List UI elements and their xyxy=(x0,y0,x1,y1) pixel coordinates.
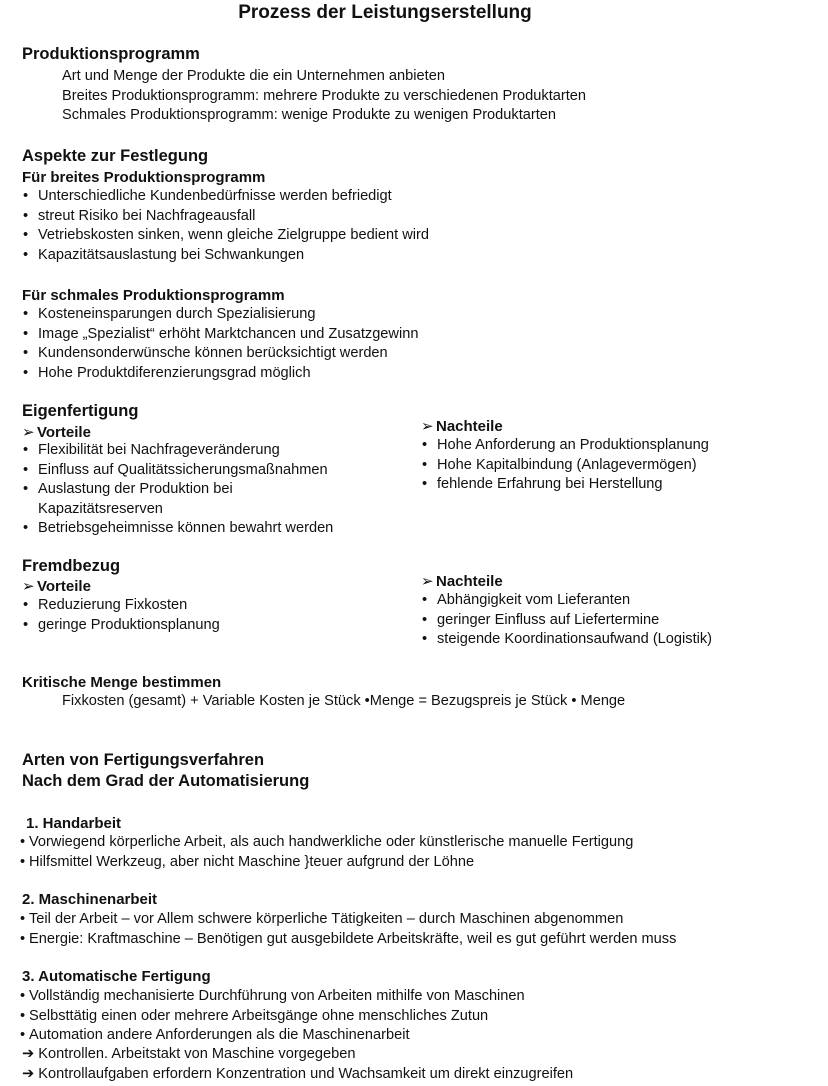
nachteile-label: ➢ Nachteile xyxy=(421,573,503,590)
list-item: • Vollständig mechanisierte Durchführung von Arbeiten mithilfe von Maschinen xyxy=(20,987,525,1007)
produktionsprogramm-definitions xyxy=(62,67,586,126)
arrow-item: ➔ Kontrollaufgaben erfordern Konzentration und Wachsamkeit um direkt einzugreifen xyxy=(22,1065,574,1082)
list-item: • steigende Koordinationsaufwand (Logistik) xyxy=(421,630,712,650)
list-item: • Energie: Kraftmaschine – Benötigen gut ausgebildete Arbeitskräfte, weil es gut geführt werden muss xyxy=(20,930,676,950)
list-fremd-vorteile xyxy=(22,596,220,635)
list-item: • Flexibilität bei Nachfrageveränderung xyxy=(22,441,382,461)
list-item: • Automation andere Anforderungen als die Maschinenarbeit xyxy=(20,1026,525,1046)
definition-line: Breites Produktionsprogramm: mehrere Produkte zu verschiedenen Produktarten xyxy=(62,87,587,104)
definition-line: Art und Menge der Produkte die ein Unternehmen anbieten xyxy=(62,68,445,84)
list-item: • Kapazitätsauslastung bei Schwankungen xyxy=(22,246,429,266)
arrowhead-icon: ➢ xyxy=(22,578,35,595)
list-item: • Hilfsmittel Werkzeug, aber nicht Maschine }teuer aufgrund der Löhne xyxy=(20,853,633,873)
arrowhead-icon: ➢ xyxy=(421,573,434,590)
subheading-maschinenarbeit: 2. Maschinenarbeit xyxy=(22,891,158,908)
arrowhead-icon: ➢ xyxy=(22,424,35,441)
list-item: • fehlende Erfahrung bei Herstellung xyxy=(421,475,709,495)
list-item: • geringer Einfluss auf Liefertermine xyxy=(421,611,712,631)
list-item: • Abhängigkeit vom Lieferanten xyxy=(421,591,712,611)
list-schmal xyxy=(22,305,418,383)
list-item: • Hohe Kapitalbindung (Anlagevermögen) xyxy=(421,456,709,476)
arrow-list-automatisch xyxy=(22,1045,573,1084)
list-item: • Betriebsgeheimnisse können bewahrt werden xyxy=(22,519,382,539)
definition-line: Schmales Produktionsprogramm: wenige Produkte zu wenigen Produktarten xyxy=(62,107,557,124)
section-heading-aspekte: Aspekte zur Festlegung xyxy=(22,147,209,165)
subheading-schmal: Für schmales Produktionsprogramm xyxy=(22,287,285,304)
section-heading-produktionsprogramm: Produktionsprogramm xyxy=(22,45,200,63)
list-item: • streut Risiko bei Nachfrageausfall xyxy=(22,207,429,227)
list-item: • Vorwiegend körperliche Arbeit, als auch handwerkliche oder künstlerische manuelle Fertigung xyxy=(20,833,633,853)
list-item: • Einfluss auf Qualitätssicherungsmaßnahmen xyxy=(22,461,382,481)
section-heading-fremdbezug: Fremdbezug xyxy=(22,557,121,575)
list-item: • Auslastung der Produktion bei Kapazitätsreserven xyxy=(22,480,278,519)
list-item: • Image „Spezialist“ erhöht Marktchancen und Zusatzgewinn xyxy=(22,325,418,345)
list-handarbeit xyxy=(20,833,633,872)
list-item: • geringe Produktionsplanung xyxy=(22,616,220,636)
arrow-right-icon: ➔ xyxy=(22,1046,35,1062)
list-item: • Unterschiedliche Kundenbedürfnisse werden befriedigt xyxy=(22,187,429,207)
list-item: • Selbsttätig einen oder mehrere Arbeitsgänge ohne menschliches Zutun xyxy=(20,1007,525,1027)
list-item: • Kosteneinsparungen durch Spezialisierung xyxy=(22,305,418,325)
list-item: • Vetriebskosten sinken, wenn gleiche Zielgruppe bedient wird xyxy=(22,226,429,246)
subheading-breit: Für breites Produktionsprogramm xyxy=(22,169,266,186)
subheading-automatisch: 3. Automatische Fertigung xyxy=(22,968,211,985)
list-maschinenarbeit xyxy=(20,910,676,949)
section-heading-arten: Arten von Fertigungsverfahren xyxy=(22,751,265,769)
list-item: • Kundensonderwünsche können berücksichtigt werden xyxy=(22,344,418,364)
list-item: • Hohe Produktdiferenzierungsgrad möglich xyxy=(22,364,418,384)
arrowhead-icon: ➢ xyxy=(421,418,434,435)
list-eigen-nachteile xyxy=(421,436,709,495)
subheading-handarbeit: 1. Handarbeit xyxy=(26,815,122,832)
list-fremd-nachteile xyxy=(421,591,712,650)
subheading-kritische-menge: Kritische Menge bestimmen xyxy=(22,674,222,691)
arrow-right-icon: ➔ xyxy=(22,1065,35,1082)
list-eigen-vorteile xyxy=(22,441,382,539)
vorteile-label: ➢ Vorteile xyxy=(22,424,91,441)
section-subheading-automatisierung: Nach dem Grad der Automatisierung xyxy=(22,772,310,790)
section-heading-eigenfertigung: Eigenfertigung xyxy=(22,402,139,420)
nachteile-label: ➢ Nachteile xyxy=(421,418,503,435)
arrow-item: ➔ Kontrollen. Arbeitstakt von Maschine vorgegeben xyxy=(22,1046,356,1062)
page-title: Prozess der Leistungserstellung xyxy=(238,2,532,23)
list-item: • Hohe Anforderung an Produktionsplanung xyxy=(421,436,709,456)
list-item: • Reduzierung Fixkosten xyxy=(22,596,220,616)
list-item: • Teil der Arbeit – vor Allem schwere körperliche Tätigkeiten – durch Maschinen abgenommen xyxy=(20,910,676,930)
list-breit xyxy=(22,187,429,265)
formula: Fixkosten (gesamt) + Variable Kosten je Stück •Menge = Bezugspreis je Stück • Menge xyxy=(62,693,626,709)
list-automatisch xyxy=(20,987,525,1046)
vorteile-label: ➢ Vorteile xyxy=(22,578,91,595)
